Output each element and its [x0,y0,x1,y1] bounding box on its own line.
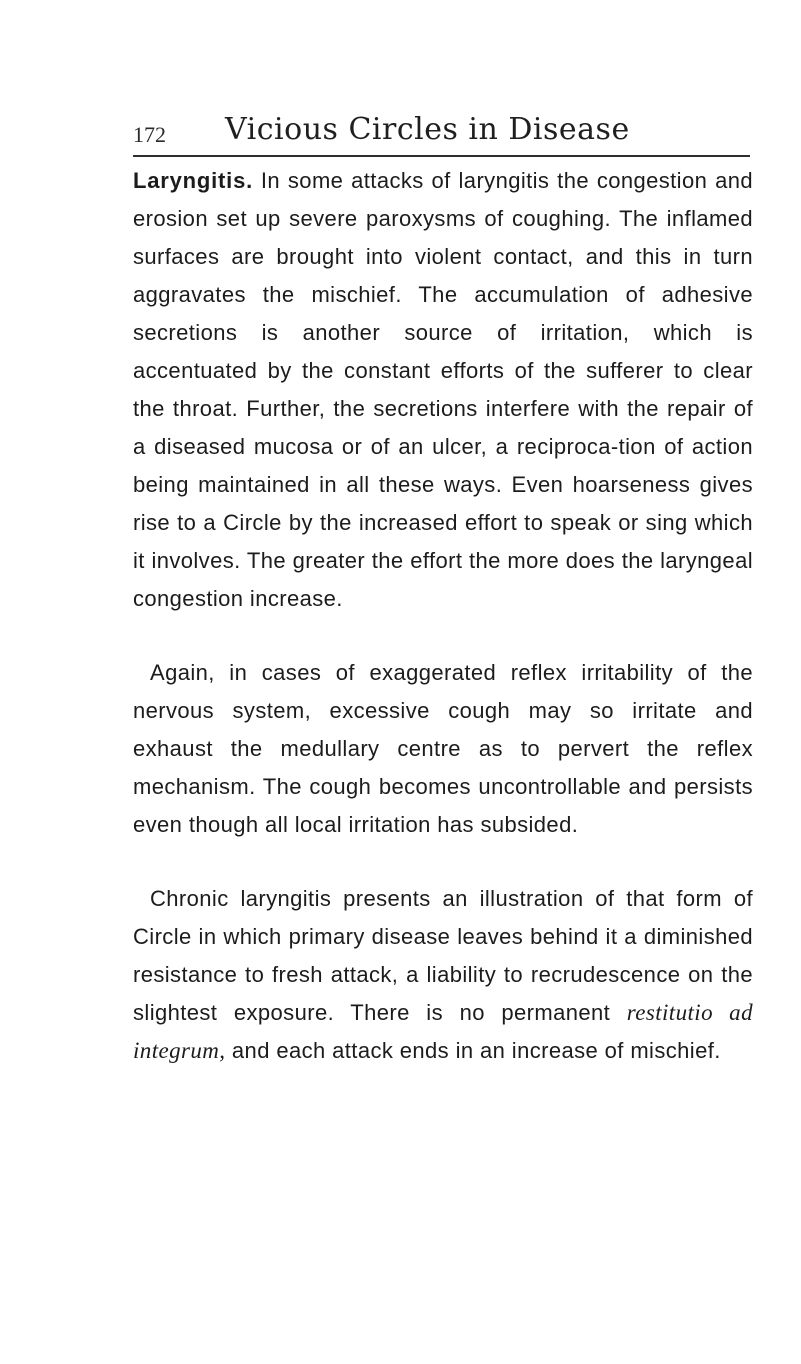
running-title: Vicious Circles in Disease [225,112,630,147]
body-text [133,162,753,1070]
page-header [133,112,750,158]
paragraph-text: In some attacks of laryngitis the congestion and erosion set up severe paroxysms of coughing. The inflamed surfaces are brought into violent contact, and this in turn aggravates the mischief. The accumulation of adhesive secretions is another source of irritation, which is accentuated by the constant efforts of the sufferer to clear the throat. Further, the secretions interfere with the repair of a diseased mucosa or of an ulcer, a reciproca-tion of action being maintained in all these ways. Even hoarseness gives rise to a Circle by the increased effort to speak or sing which it involves. The greater the effort the more does the laryngeal congestion increase. [133,168,753,611]
paragraph-text: and each attack ends in an increase of mischief. [225,1038,721,1063]
page-number: 172 [133,122,166,147]
paragraph-laryngitis [133,162,753,618]
paragraph-lead: Laryngitis. [133,168,254,193]
paragraph-text: Again, in cases of exaggerated reflex irritability of the nervous system, excessive cough may so irritate and exhaust the medullary centre as to pervert the reflex mechanism. The cough becomes uncontrollable and persists even though all local irritation has subsided. [133,660,753,837]
latin-phrase: restitutio ad integrum, [133,1000,753,1063]
paragraph-chronic [133,880,753,1070]
paragraph-text: Chronic laryngitis presents an illustration of that form of Circle in which primary disease leaves behind it a diminished resistance to fresh attack, a liability to recrudescence on the slightest exposure. There is no permanent [133,886,753,1025]
paragraph-reflex [133,654,753,844]
header-rule [133,155,750,157]
